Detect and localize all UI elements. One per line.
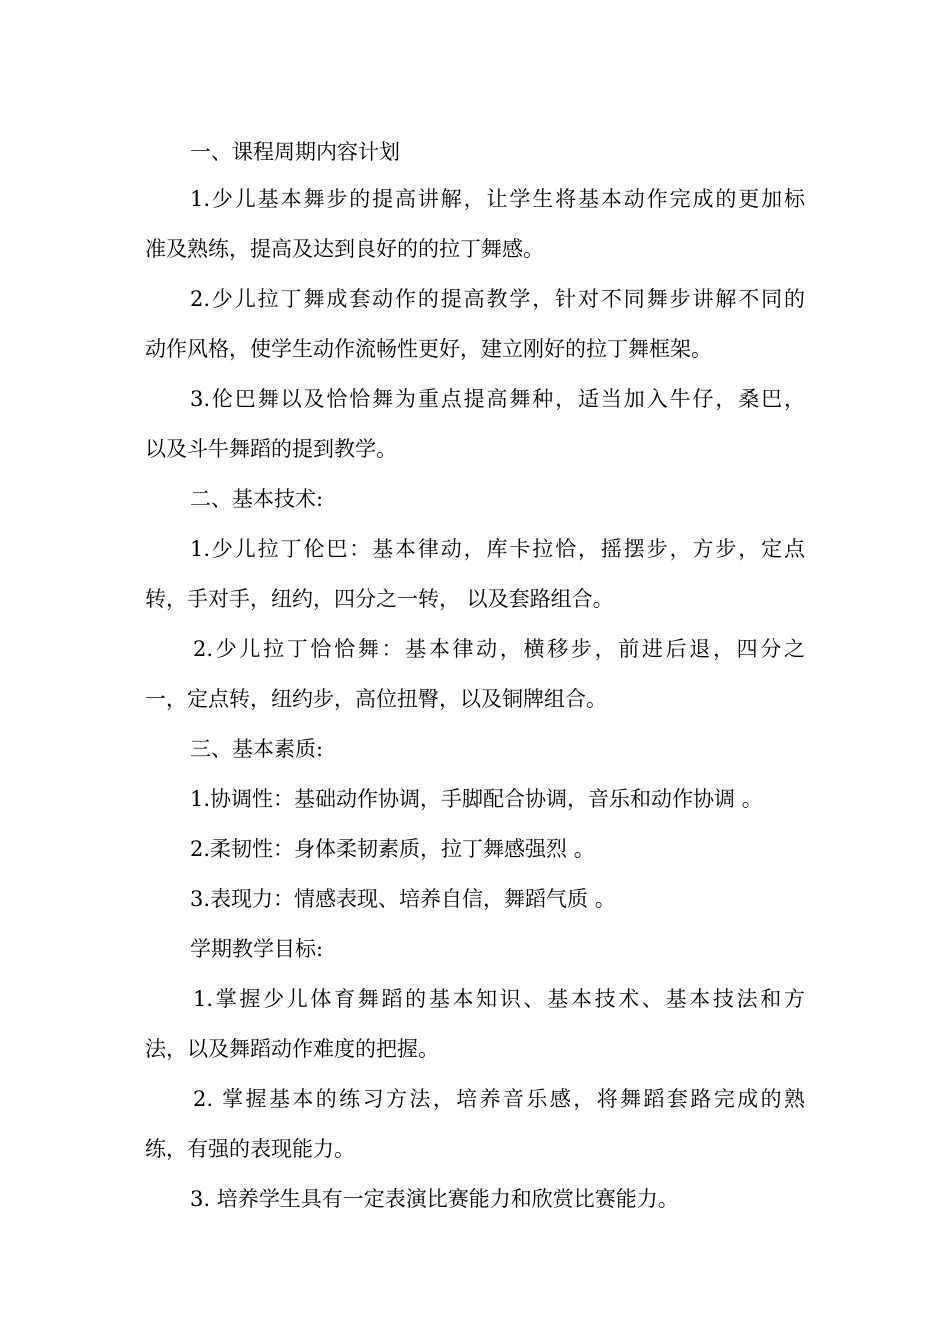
paragraph-line: 以及斗牛舞蹈的提到教学。 (145, 437, 397, 461)
paragraph-line: 3.伦巴舞以及恰恰舞为重点提高舞种，适当加入牛仔，桑巴， (190, 387, 805, 411)
paragraph-line: 转，手对手，纽约，四分之一转， 以及套路组合。 (145, 587, 614, 611)
list-item: 3.表现力：情感表现、培养自信，舞蹈气质 。 (190, 887, 616, 911)
section-heading-course-plan: 一、课程周期内容计划 (190, 140, 400, 164)
paragraph-line: 2. 掌握基本的练习方法，培养音乐感，将舞蹈套路完成的熟 (193, 1087, 805, 1111)
paragraph-line: 2.少儿拉丁舞成套动作的提高教学，针对不同舞步讲解不同的 (190, 287, 805, 311)
paragraph-line: 一，定点转，纽约步，高位扭臀，以及铜牌组合。 (145, 687, 607, 711)
paragraph-line: 动作风格，使学生动作流畅性更好，建立刚好的拉丁舞框架。 (145, 337, 712, 361)
section-heading-semester-goals: 学期教学目标: (190, 937, 324, 961)
paragraph-line: 3. 培养学生具有一定表演比赛能力和欣赏比赛能力。 (190, 1187, 679, 1211)
paragraph-line: 2.少儿拉丁恰恰舞：基本律动，横移步，前进后退，四分之 (193, 637, 805, 661)
list-item: 2.柔韧性：身体柔韧素质，拉丁舞感强烈 。 (190, 837, 595, 861)
paragraph-line: 练，有强的表现能力。 (145, 1137, 355, 1161)
paragraph-line: 法，以及舞蹈动作难度的把握。 (145, 1037, 439, 1061)
paragraph-line: 1.少儿基本舞步的提高讲解，让学生将基本动作完成的更加标 (190, 187, 805, 211)
section-heading-basic-technique: 二、基本技术: (190, 487, 324, 511)
paragraph-line: 1.少儿拉丁伦巴：基本律动，库卡拉恰，摇摆步，方步，定点 (190, 537, 805, 561)
list-item: 1.协调性：基础动作协调，手脚配合协调，音乐和动作协调 。 (190, 787, 763, 811)
section-heading-basic-quality: 三、基本素质: (190, 737, 324, 761)
paragraph-line: 准及熟练，提高及达到良好的的拉丁舞感。 (145, 237, 544, 261)
paragraph-line: 1.掌握少儿体育舞蹈的基本知识、基本技术、基本技法和方 (193, 987, 805, 1011)
